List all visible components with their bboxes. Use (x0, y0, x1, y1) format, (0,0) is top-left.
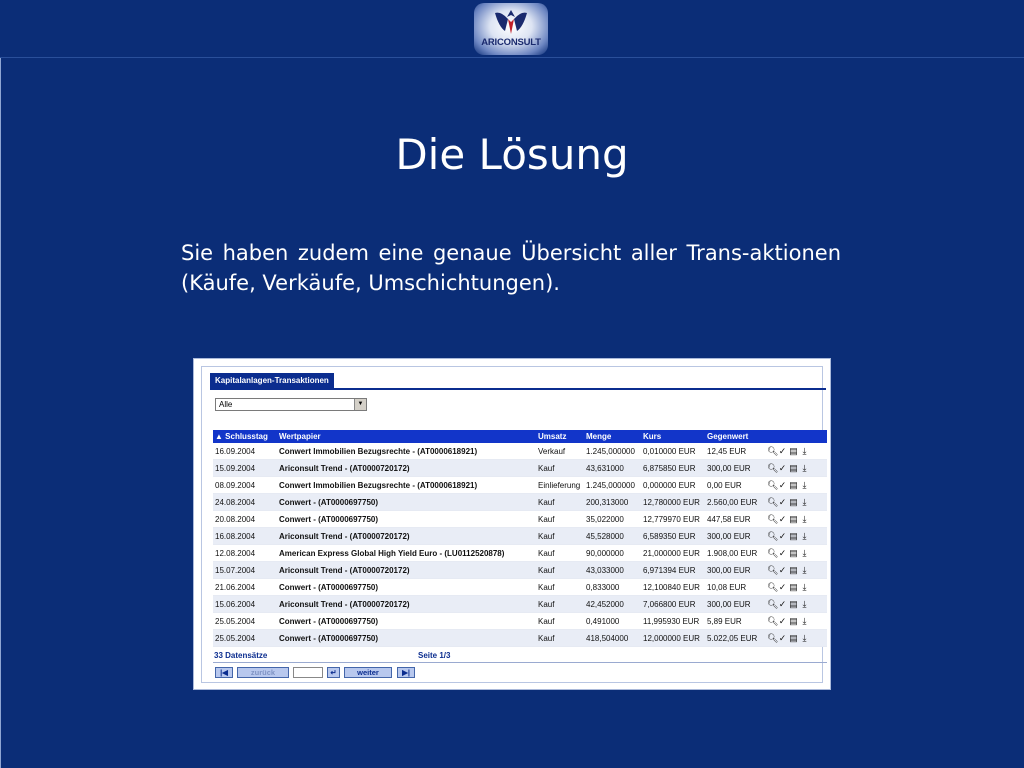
download-icon[interactable]: ⤓ (802, 632, 809, 643)
cell-security: Ariconsult Trend - (AT0000720172) (277, 562, 536, 579)
cell-quantity: 43,033000 (584, 562, 641, 579)
cell-price: 0,000000 EUR (641, 477, 705, 494)
transactions-panel (201, 366, 823, 683)
table-row[interactable] (213, 460, 827, 477)
filter-selected-value: Alle (219, 400, 233, 409)
document-icon[interactable]: ▤ (789, 479, 800, 490)
table-row[interactable] (213, 528, 827, 545)
magnifier-icon[interactable]: 🔍︎ (767, 581, 781, 592)
cell-type: Kauf (536, 494, 584, 511)
download-icon[interactable]: ⤓ (802, 479, 809, 490)
cell-value: 300,00 EUR (705, 596, 765, 613)
download-icon[interactable]: ⤓ (802, 564, 809, 575)
cell-quantity: 0,491000 (584, 613, 641, 630)
download-icon[interactable]: ⤓ (802, 496, 809, 507)
cell-value: 300,00 EUR (705, 528, 765, 545)
cell-date: 21.06.2004 (213, 579, 277, 596)
cell-security: Ariconsult Trend - (AT0000720172) (277, 596, 536, 613)
magnifier-icon[interactable]: 🔍︎ (767, 445, 781, 456)
top-divider (0, 57, 1024, 58)
cell-security: Conwert - (AT0000697750) (277, 579, 536, 596)
last-page-button[interactable]: ▶| (397, 667, 415, 678)
cell-quantity: 45,528000 (584, 528, 641, 545)
column-header-actions (765, 430, 827, 443)
document-icon[interactable]: ▤ (789, 615, 800, 626)
document-icon[interactable]: ▤ (789, 513, 800, 524)
cell-date: 12.08.2004 (213, 545, 277, 562)
document-icon[interactable]: ▤ (789, 530, 800, 541)
cell-type: Kauf (536, 579, 584, 596)
cell-price: 6,875850 EUR (641, 460, 705, 477)
document-icon[interactable]: ▤ (789, 581, 800, 592)
column-header-kurs[interactable]: Kurs (641, 430, 705, 443)
cell-type: Kauf (536, 460, 584, 477)
chart-icon[interactable]: ✓ (778, 462, 789, 473)
row-actions (765, 562, 827, 579)
first-page-button[interactable]: |◀ (215, 667, 233, 678)
table-row[interactable] (213, 494, 827, 511)
transactions-table (213, 430, 827, 647)
cell-security: Conwert - (AT0000697750) (277, 494, 536, 511)
cell-value: 5,89 EUR (705, 613, 765, 630)
eagle-emblem-icon (491, 7, 531, 37)
magnifier-icon[interactable]: 🔍︎ (767, 564, 781, 575)
row-actions (765, 630, 827, 647)
cell-security: Ariconsult Trend - (AT0000720172) (277, 528, 536, 545)
download-icon[interactable]: ⤓ (802, 462, 809, 473)
row-actions (765, 528, 827, 545)
chevron-down-icon[interactable]: ▼ (354, 399, 366, 410)
column-header-menge[interactable]: Menge (584, 430, 641, 443)
document-icon[interactable]: ▤ (789, 632, 800, 643)
filter-select[interactable] (215, 398, 367, 411)
download-icon[interactable]: ⤓ (802, 598, 809, 609)
column-header-wertpapier[interactable]: Wertpapier (277, 430, 536, 443)
record-count: 33 Datensätze (214, 651, 268, 660)
document-icon[interactable]: ▤ (789, 445, 800, 456)
table-row[interactable] (213, 613, 827, 630)
slide-title: Die Lösung (395, 130, 629, 179)
cell-quantity: 1.245,000000 (584, 443, 641, 460)
cell-type: Kauf (536, 562, 584, 579)
chart-icon[interactable]: ✓ (778, 598, 789, 609)
cell-value: 300,00 EUR (705, 460, 765, 477)
transactions-screenshot (193, 358, 831, 690)
download-icon[interactable]: ⤓ (802, 530, 809, 541)
cell-type: Kauf (536, 630, 584, 647)
download-icon[interactable]: ⤓ (802, 581, 809, 592)
magnifier-icon[interactable]: 🔍︎ (767, 615, 781, 626)
cell-type: Einlieferung (536, 477, 584, 494)
chart-icon[interactable]: ✓ (778, 564, 789, 575)
magnifier-icon[interactable]: 🔍︎ (767, 547, 781, 558)
chart-icon[interactable]: ✓ (778, 581, 789, 592)
cell-quantity: 43,631000 (584, 460, 641, 477)
cell-security: Conwert - (AT0000697750) (277, 511, 536, 528)
cell-price: 11,995930 EUR (641, 613, 705, 630)
cell-price: 12,779970 EUR (641, 511, 705, 528)
back-button[interactable]: zurück (237, 667, 289, 678)
download-icon[interactable]: ⤓ (802, 445, 809, 456)
cell-price: 12,780000 EUR (641, 494, 705, 511)
column-header-gegenwert[interactable]: Gegenwert (705, 430, 765, 443)
cell-value: 1.908,00 EUR (705, 545, 765, 562)
cell-quantity: 0,833000 (584, 579, 641, 596)
cell-security: Conwert - (AT0000697750) (277, 613, 536, 630)
cell-price: 21,000000 EUR (641, 545, 705, 562)
table-row[interactable] (213, 562, 827, 579)
tab-kapitalanlagen-transaktionen[interactable]: Kapitalanlagen-Transaktionen (210, 373, 334, 388)
cell-security: Ariconsult Trend - (AT0000720172) (277, 460, 536, 477)
cell-date: 24.08.2004 (213, 494, 277, 511)
cell-security: American Express Global High Yield Euro - (LU0112520878) (277, 545, 536, 562)
row-actions (765, 545, 827, 562)
cell-value: 2.560,00 EUR (705, 494, 765, 511)
cell-value: 447,58 EUR (705, 511, 765, 528)
column-header-schlusstag[interactable]: ▲ Schlusstag (213, 430, 277, 443)
cell-date: 15.07.2004 (213, 562, 277, 579)
slide-intro: Sie haben zudem eine genaue Übersicht aller Trans-aktionen (Käufe, Verkäufe, Umschichtungen). (181, 241, 841, 295)
chart-icon[interactable]: ✓ (778, 530, 789, 541)
chart-icon[interactable]: ✓ (778, 632, 789, 643)
cell-date: 08.09.2004 (213, 477, 277, 494)
cell-date: 16.09.2004 (213, 443, 277, 460)
table-body (213, 443, 827, 647)
row-actions (765, 579, 827, 596)
ariconsult-logo (474, 3, 548, 55)
table-row[interactable] (213, 477, 827, 494)
cell-type: Kauf (536, 596, 584, 613)
go-button[interactable]: ↵ (327, 667, 340, 678)
cell-type: Verkauf (536, 443, 584, 460)
document-icon[interactable]: ▤ (789, 564, 800, 575)
chart-icon[interactable]: ✓ (778, 445, 789, 456)
table-row[interactable] (213, 511, 827, 528)
cell-value: 0,00 EUR (705, 477, 765, 494)
cell-security: Conwert - (AT0000697750) (277, 630, 536, 647)
row-actions (765, 460, 827, 477)
row-actions (765, 613, 827, 630)
sort-ascending-icon: ▲ (215, 432, 223, 441)
cell-date: 15.06.2004 (213, 596, 277, 613)
magnifier-icon[interactable]: 🔍︎ (767, 632, 781, 643)
tab-underline (210, 388, 826, 390)
cell-value: 12,45 EUR (705, 443, 765, 460)
chart-icon[interactable]: ✓ (778, 513, 789, 524)
download-icon[interactable]: ⤓ (802, 615, 809, 626)
cell-type: Kauf (536, 528, 584, 545)
magnifier-icon[interactable]: 🔍︎ (767, 513, 781, 524)
cell-value: 300,00 EUR (705, 562, 765, 579)
magnifier-icon[interactable]: 🔍︎ (767, 479, 781, 490)
document-icon[interactable]: ▤ (789, 598, 800, 609)
cell-price: 12,000000 EUR (641, 630, 705, 647)
chart-icon[interactable]: ✓ (778, 615, 789, 626)
cell-price: 7,066800 EUR (641, 596, 705, 613)
table-header-row (213, 430, 827, 443)
cell-quantity: 418,504000 (584, 630, 641, 647)
next-button[interactable]: weiter (344, 667, 392, 678)
cell-type: Kauf (536, 511, 584, 528)
cell-quantity: 200,313000 (584, 494, 641, 511)
cell-date: 16.08.2004 (213, 528, 277, 545)
cell-value: 5.022,05 EUR (705, 630, 765, 647)
document-icon[interactable]: ▤ (789, 547, 800, 558)
document-icon[interactable]: ▤ (789, 496, 800, 507)
footer-divider (213, 662, 827, 663)
cell-price: 6,589350 EUR (641, 528, 705, 545)
document-icon[interactable]: ▤ (789, 462, 800, 473)
cell-price: 12,100840 EUR (641, 579, 705, 596)
cell-value: 10,08 EUR (705, 579, 765, 596)
cell-quantity: 90,000000 (584, 545, 641, 562)
cell-quantity: 35,022000 (584, 511, 641, 528)
cell-date: 25.05.2004 (213, 613, 277, 630)
cell-quantity: 1.245,000000 (584, 477, 641, 494)
magnifier-icon[interactable]: 🔍︎ (767, 462, 781, 473)
row-actions (765, 477, 827, 494)
cell-date: 15.09.2004 (213, 460, 277, 477)
cell-date: 20.08.2004 (213, 511, 277, 528)
table-row[interactable] (213, 630, 827, 647)
table-row[interactable] (213, 596, 827, 613)
cell-security: Conwert Immobilien Bezugsrechte - (AT0000618921) (277, 477, 536, 494)
chart-icon[interactable]: ✓ (778, 547, 789, 558)
magnifier-icon[interactable]: 🔍︎ (767, 530, 781, 541)
cell-quantity: 42,452000 (584, 596, 641, 613)
download-icon[interactable]: ⤓ (802, 513, 809, 524)
column-header-umsatz[interactable]: Umsatz (536, 430, 584, 443)
page-number-input[interactable] (293, 667, 323, 678)
download-icon[interactable]: ⤓ (802, 547, 809, 558)
cell-date: 25.05.2004 (213, 630, 277, 647)
page-indicator: Seite 1/3 (418, 651, 451, 660)
magnifier-icon[interactable]: 🔍︎ (767, 598, 781, 609)
row-actions (765, 494, 827, 511)
table-row[interactable] (213, 443, 827, 460)
table-row[interactable] (213, 579, 827, 596)
cell-security: Conwert Immobilien Bezugsrechte - (AT0000618921) (277, 443, 536, 460)
chart-icon[interactable]: ✓ (778, 496, 789, 507)
chart-icon[interactable]: ✓ (778, 479, 789, 490)
magnifier-icon[interactable]: 🔍︎ (767, 496, 781, 507)
cell-type: Kauf (536, 613, 584, 630)
row-actions (765, 443, 827, 460)
cell-price: 6,971394 EUR (641, 562, 705, 579)
cell-price: 0,010000 EUR (641, 443, 705, 460)
row-actions (765, 511, 827, 528)
cell-type: Kauf (536, 545, 584, 562)
table-row[interactable] (213, 545, 827, 562)
logo-text: ARICONSULT (481, 37, 541, 48)
row-actions (765, 596, 827, 613)
